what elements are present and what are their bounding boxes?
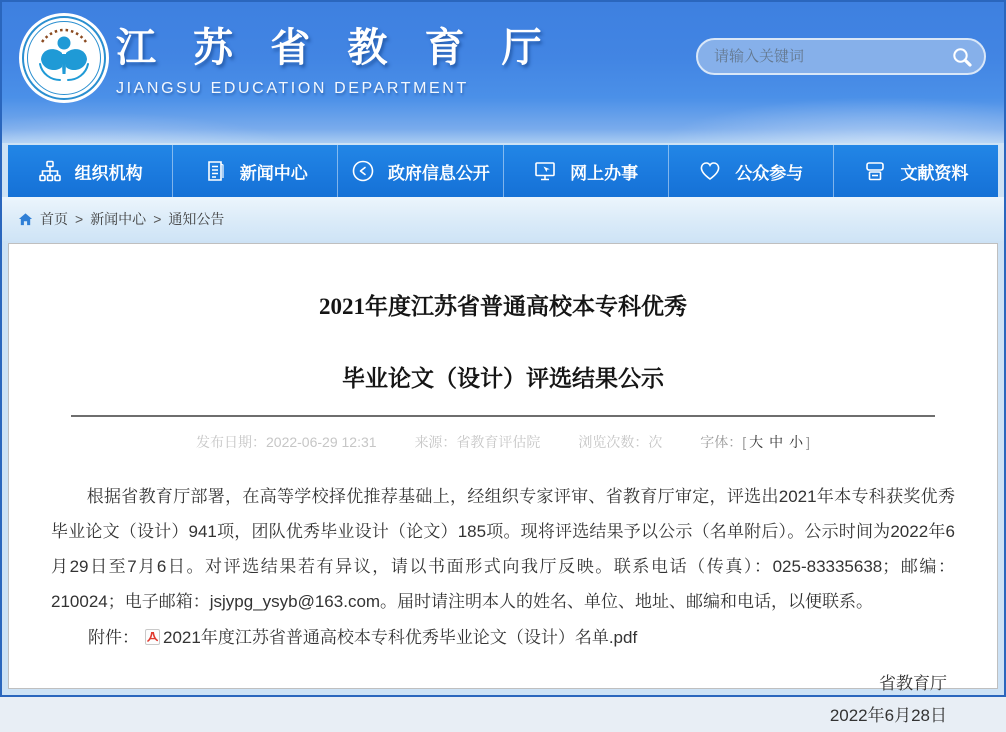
font-size-large-button[interactable]: 大 (749, 434, 764, 450)
nav-item-news-center[interactable] (173, 145, 338, 197)
site-title: 江 苏 省 教 育 厅 (116, 26, 555, 70)
nav-item-label: 新闻中心 (239, 163, 308, 183)
source: 来源：省教育评估院 (414, 434, 541, 450)
nav-item-gov-info-disclosure[interactable] (338, 145, 503, 197)
breadcrumb-item-news[interactable]: 新闻中心 (90, 211, 147, 227)
article-panel (8, 243, 998, 725)
home-icon[interactable] (18, 212, 33, 227)
title-divider (71, 415, 935, 417)
breadcrumb-separator: > (153, 211, 162, 227)
font-size-small-button[interactable]: 小 (789, 434, 804, 450)
jiangsu-education-logo-icon (18, 12, 110, 104)
publish-date: 发布日期：2022-06-29 12:31 (196, 434, 377, 450)
documents-icon (863, 159, 887, 183)
breadcrumb (2, 197, 1004, 241)
nav-item-label: 文献资料 (900, 163, 969, 183)
pdf-file-icon (145, 629, 160, 645)
nav-item-online-services[interactable] (504, 145, 669, 197)
search-input[interactable] (714, 48, 950, 65)
font-size-switch: 字体：[ 大 中 小 ] (700, 434, 810, 450)
nav-item-label: 政府信息公开 (387, 163, 490, 183)
nav-item-label: 组织机构 (74, 163, 143, 183)
info-disclosure-icon (351, 159, 375, 183)
article-title-line2: 毕业论文（设计）评选结果公示 (342, 366, 664, 391)
article-paragraph: 根据省教育厅部署，在高等学校择优推荐基础上，经组织专家评审、省教育厅审定，评选出2021年本专科获奖优秀毕业论文（设计）941项，团队优秀毕业设计（论文）185项。现将评选结果予以公示（名单附后）。公示时间为2022年6月29日至7月6日。对评选结果若有异议，请以书面形式向我厅反映。联系电话（传真）：025-83335638；邮编：210024；电子邮箱：jsjypg_ysyb@163.com。届时请注明本人的姓名、单位、地址、邮编和电话，以便联系。 (51, 487, 955, 611)
online-services-icon (533, 159, 557, 183)
signature-date: 2022年6月28日 (829, 706, 947, 725)
signature-block (51, 668, 955, 732)
signature-department: 省教育厅 (879, 674, 947, 693)
search-box[interactable] (696, 38, 986, 75)
font-size-medium-button[interactable]: 中 (769, 434, 784, 450)
site-banner (2, 2, 1004, 143)
attachment-label: 附件： (88, 628, 139, 647)
nav-item-organization[interactable] (8, 145, 173, 197)
breadcrumb-separator: > (75, 211, 84, 227)
attachment-link[interactable]: 2021年度江苏省普通高校本专科优秀毕业论文（设计）名单.pdf (163, 628, 638, 647)
breadcrumb-item-home[interactable]: 首页 (40, 211, 68, 227)
news-icon (203, 159, 227, 183)
article-meta (51, 432, 955, 452)
heart-icon (698, 159, 722, 183)
article-title (51, 288, 955, 393)
article-title-line1: 2021年度江苏省普通高校本专科优秀 (319, 294, 687, 319)
main-nav (8, 145, 998, 197)
nav-item-documents[interactable] (834, 145, 998, 197)
view-count: 浏览次数：次 (578, 434, 663, 450)
nav-item-label: 网上办事 (570, 163, 639, 183)
attachment-row (51, 620, 955, 655)
nav-item-label: 公众参与 (735, 163, 804, 183)
org-chart-icon (38, 159, 62, 183)
site-subtitle: JIANGSU EDUCATION DEPARTMENT (116, 80, 469, 97)
breadcrumb-item-notices[interactable]: 通知公告 (168, 211, 225, 227)
search-icon[interactable] (950, 45, 974, 69)
nav-item-public-participation[interactable] (669, 145, 834, 197)
